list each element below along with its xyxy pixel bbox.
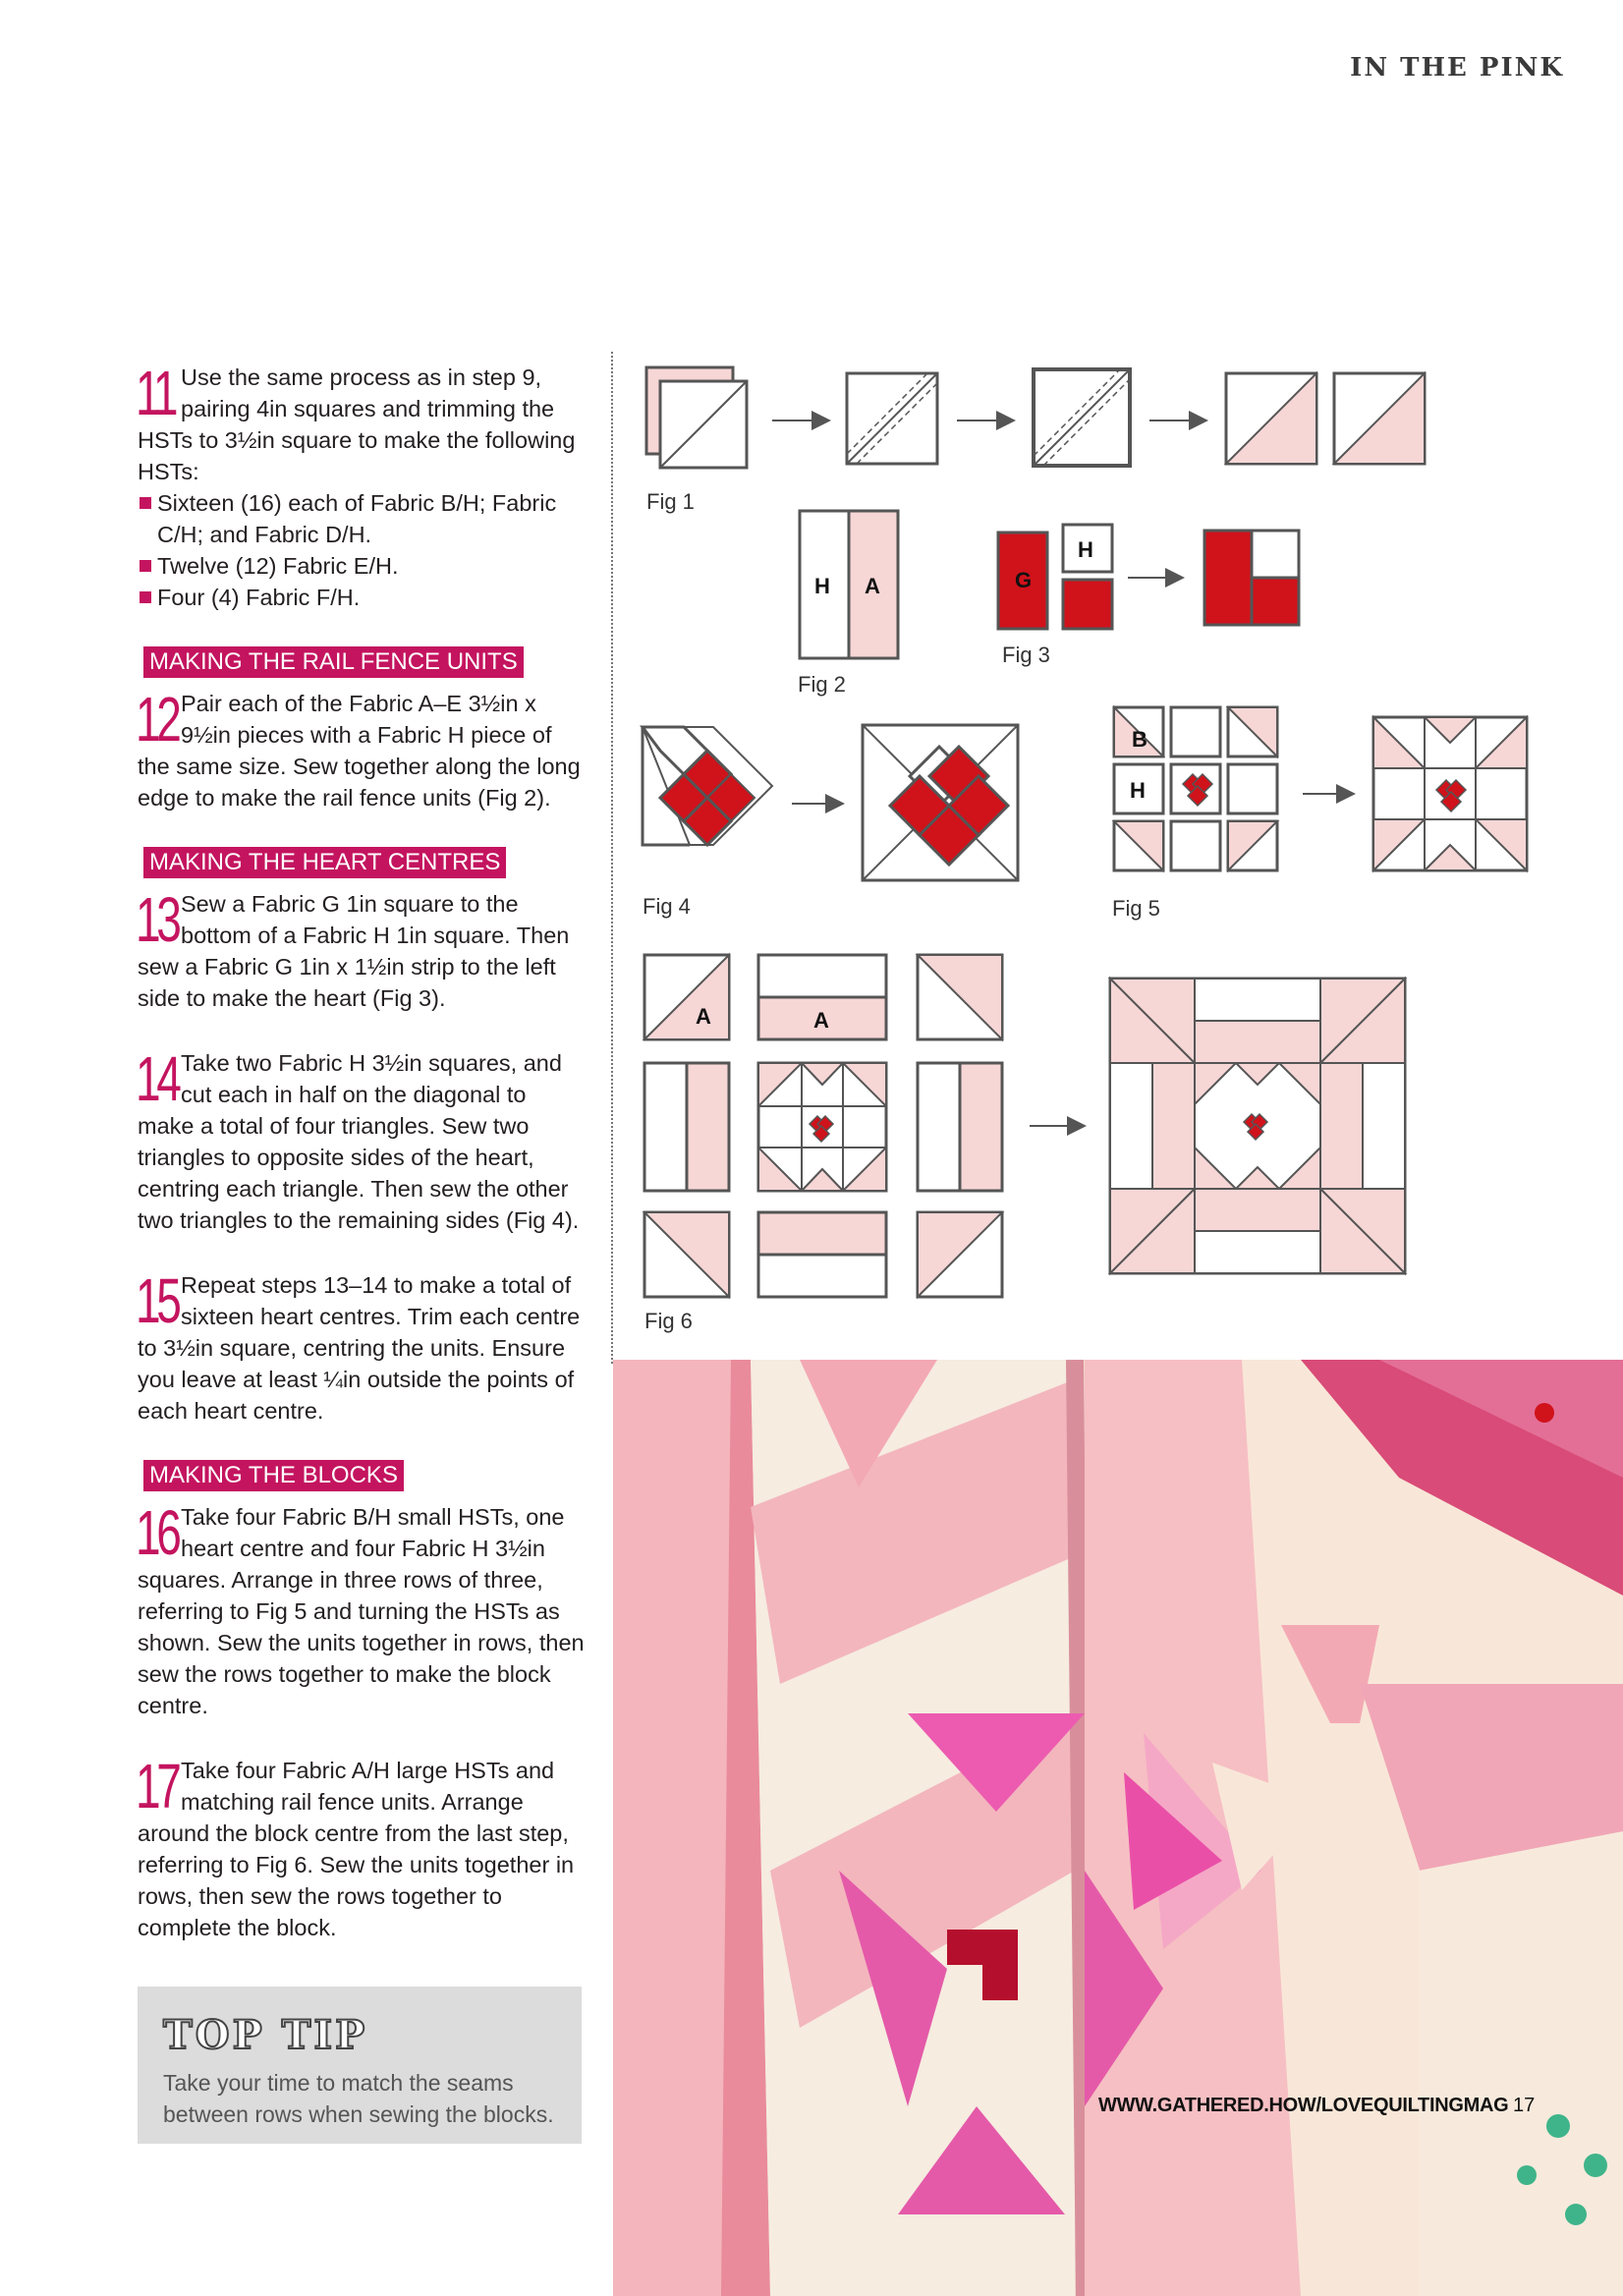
fig-2-fabric-a: A bbox=[865, 574, 880, 598]
step-number: 17 bbox=[136, 1751, 178, 1821]
fig-6-diagram bbox=[644, 955, 1405, 1297]
list-item: Twelve (12) Fabric E/H. bbox=[138, 550, 586, 582]
step-12 bbox=[136, 684, 586, 813]
section-heading-rail-fence: MAKING THE RAIL FENCE UNITS bbox=[143, 646, 524, 678]
hst-list bbox=[138, 487, 586, 613]
fig-5-diagram bbox=[1114, 707, 1527, 870]
fig-5-fabric-h: H bbox=[1130, 778, 1146, 803]
step-number: 11 bbox=[136, 358, 175, 428]
step-text: Repeat steps 13–14 to make a total of sixteen heart centres. Trim each centre to 3½in square, centring the units. Ensure you leave at least ¼in outside the points of each heart centre. bbox=[138, 1272, 581, 1424]
fig-4-label: Fig 4 bbox=[643, 894, 691, 919]
step-16 bbox=[136, 1497, 586, 1721]
fig-4-diagram bbox=[643, 725, 1018, 880]
fig-3-fabric-g: G bbox=[1015, 568, 1033, 592]
top-tip-box bbox=[138, 1987, 582, 2144]
quilt-figures bbox=[625, 352, 1607, 1364]
page-header-title: IN THE PINK bbox=[1350, 53, 1564, 83]
fig-5-fabric-b: B bbox=[1132, 727, 1147, 752]
step-text: Use the same process as in step 9, pairing 4in squares and trimming the HSTs to 3½in square to make the following HSTs: bbox=[138, 364, 576, 484]
top-tip-text: Take your time to match the seams between rows when sewing the blocks. bbox=[163, 2070, 554, 2127]
instructions-column bbox=[136, 358, 586, 1969]
step-17 bbox=[136, 1751, 586, 1943]
step-text: Take four Fabric B/H small HSTs, one heart centre and four Fabric H 3½in squares. Arrange in three rows of three, referring to Fig 5 and turning the HSTs as shown. Sew the units together in rows, then sew the rows together to make the block centre. bbox=[138, 1504, 585, 1718]
section-heading-heart-centres: MAKING THE HEART CENTRES bbox=[143, 847, 506, 878]
fig-6-fabric-a-rail: A bbox=[813, 1008, 829, 1033]
column-divider bbox=[611, 352, 613, 1364]
fig-1-label: Fig 1 bbox=[646, 489, 695, 514]
fig-6-label: Fig 6 bbox=[644, 1309, 693, 1333]
step-11 bbox=[136, 358, 586, 613]
quilt-photo bbox=[613, 1360, 1623, 2296]
fig-2-fabric-h: H bbox=[814, 574, 830, 598]
fig-3-diagram bbox=[998, 525, 1299, 629]
step-number: 16 bbox=[136, 1497, 178, 1568]
footer-url[interactable]: WWW.GATHERED.HOW/LOVEQUILTINGMAG bbox=[1098, 2095, 1509, 2116]
fig-6-fabric-a: A bbox=[696, 1004, 711, 1029]
list-item: Sixteen (16) each of Fabric B/H; Fabric C/H; and Fabric D/H. bbox=[138, 487, 586, 550]
top-tip-title: TOP TIP bbox=[163, 2012, 368, 2058]
step-number: 12 bbox=[136, 684, 178, 755]
step-text: Take four Fabric A/H large HSTs and matching rail fence units. Arrange around the block centre from the last step, referring to Fig 6. Sew the units together in rows, then sew the rows together to complete the block. bbox=[138, 1758, 575, 1940]
step-13 bbox=[136, 884, 586, 1014]
step-number: 14 bbox=[136, 1043, 178, 1114]
step-15 bbox=[136, 1265, 586, 1427]
list-item: Four (4) Fabric F/H. bbox=[138, 582, 586, 613]
fig-3-fabric-h: H bbox=[1078, 537, 1093, 562]
page-number: 17 bbox=[1513, 2095, 1536, 2116]
step-text: Sew a Fabric G 1in square to the bottom of a Fabric H 1in square. Then sew a Fabric G 1in x 1½in strip to the left side to make the heart (Fig 3). bbox=[138, 891, 570, 1011]
step-number: 13 bbox=[136, 884, 178, 955]
step-text: Pair each of the Fabric A–E 3½in x 9½in pieces with a Fabric H piece of the same size. Sew together along the long edge to make the rail fence units (Fig 2). bbox=[138, 691, 581, 811]
fig-3-label: Fig 3 bbox=[1002, 643, 1050, 667]
section-heading-blocks: MAKING THE BLOCKS bbox=[143, 1460, 404, 1491]
fig-5-label: Fig 5 bbox=[1112, 896, 1160, 921]
fig-1-diagram bbox=[646, 367, 1425, 468]
step-text: Take two Fabric H 3½in squares, and cut each in half on the diagonal to make a total of four triangles. Sew two triangles to opposite sides of the heart, centring each triangle. Then sew the other two triangles to the remaining sides (Fig 4). bbox=[138, 1050, 580, 1233]
fig-2-label: Fig 2 bbox=[798, 672, 846, 697]
step-14 bbox=[136, 1043, 586, 1236]
step-number: 15 bbox=[136, 1265, 178, 1336]
